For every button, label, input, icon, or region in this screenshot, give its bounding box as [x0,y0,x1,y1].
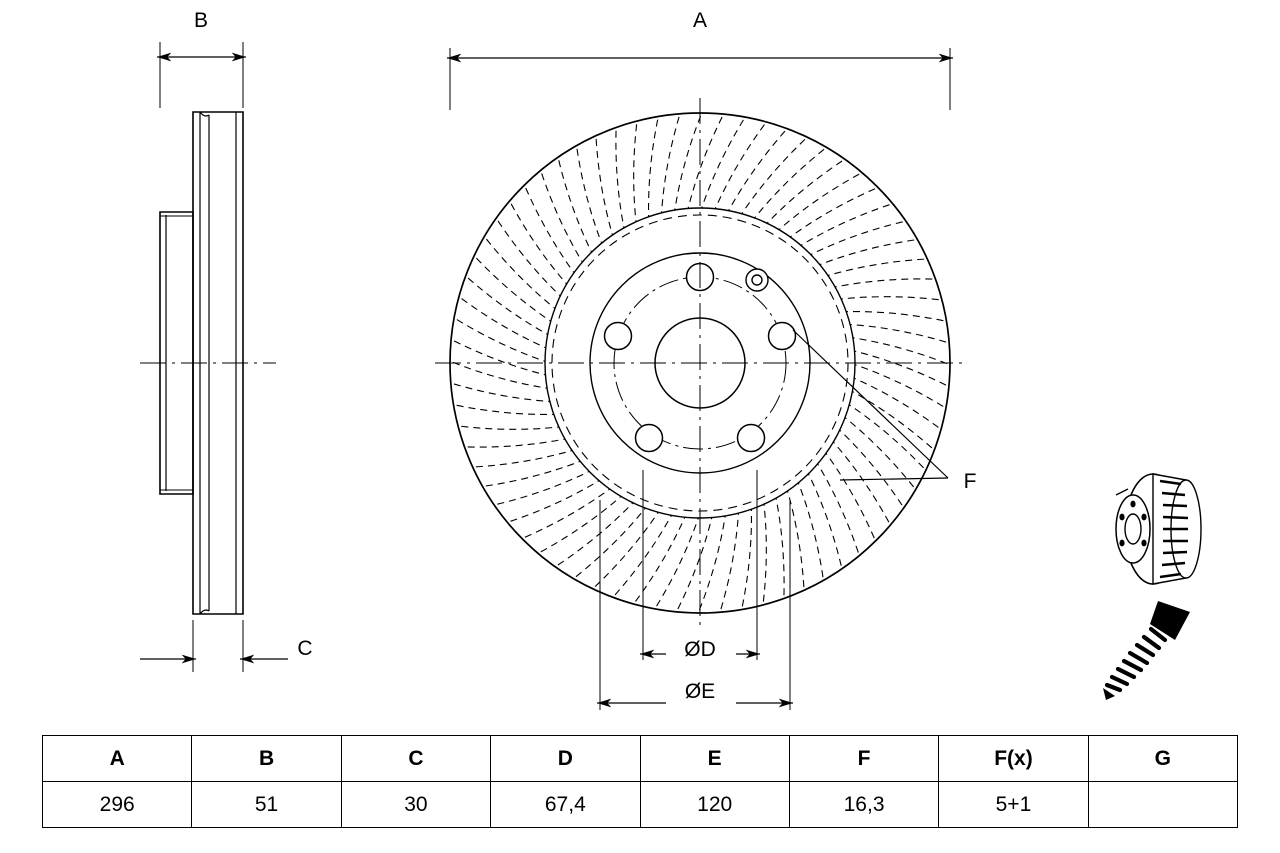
spec-header-B: B [192,736,341,782]
dimension-label-F: F [963,470,977,493]
spec-header-Fx: F(x) [939,736,1088,782]
spec-value-D: 67,4 [491,782,640,828]
spec-header-A: A [43,736,192,782]
spec-header-E: E [640,736,789,782]
spec-table-value-row [43,782,1238,828]
spec-value-B: 51 [192,782,341,828]
spec-table-header-row [43,736,1238,782]
spec-header-D: D [491,736,640,782]
disc-perspective-view [1116,474,1201,584]
dimension-label-A: A [692,9,708,32]
spec-value-F: 16,3 [789,782,938,828]
mounting-screw [1103,601,1190,700]
spec-value-Fx: 5+1 [939,782,1088,828]
spec-header-F: F [789,736,938,782]
dimension-label-D: ØD [684,638,716,661]
spec-value-G [1088,782,1237,828]
dimension-label-B: B [193,9,209,32]
side-section-view [140,9,313,672]
dimension-label-C: C [297,637,313,660]
spec-header-C: C [341,736,490,782]
spec-value-E: 120 [640,782,789,828]
dimension-label-E: ØE [684,680,716,703]
spec-value-C: 30 [341,782,490,828]
spec-value-A: 296 [43,782,192,828]
front-face-view [435,9,976,710]
spec-header-G: G [1088,736,1237,782]
spec-table [42,735,1238,828]
